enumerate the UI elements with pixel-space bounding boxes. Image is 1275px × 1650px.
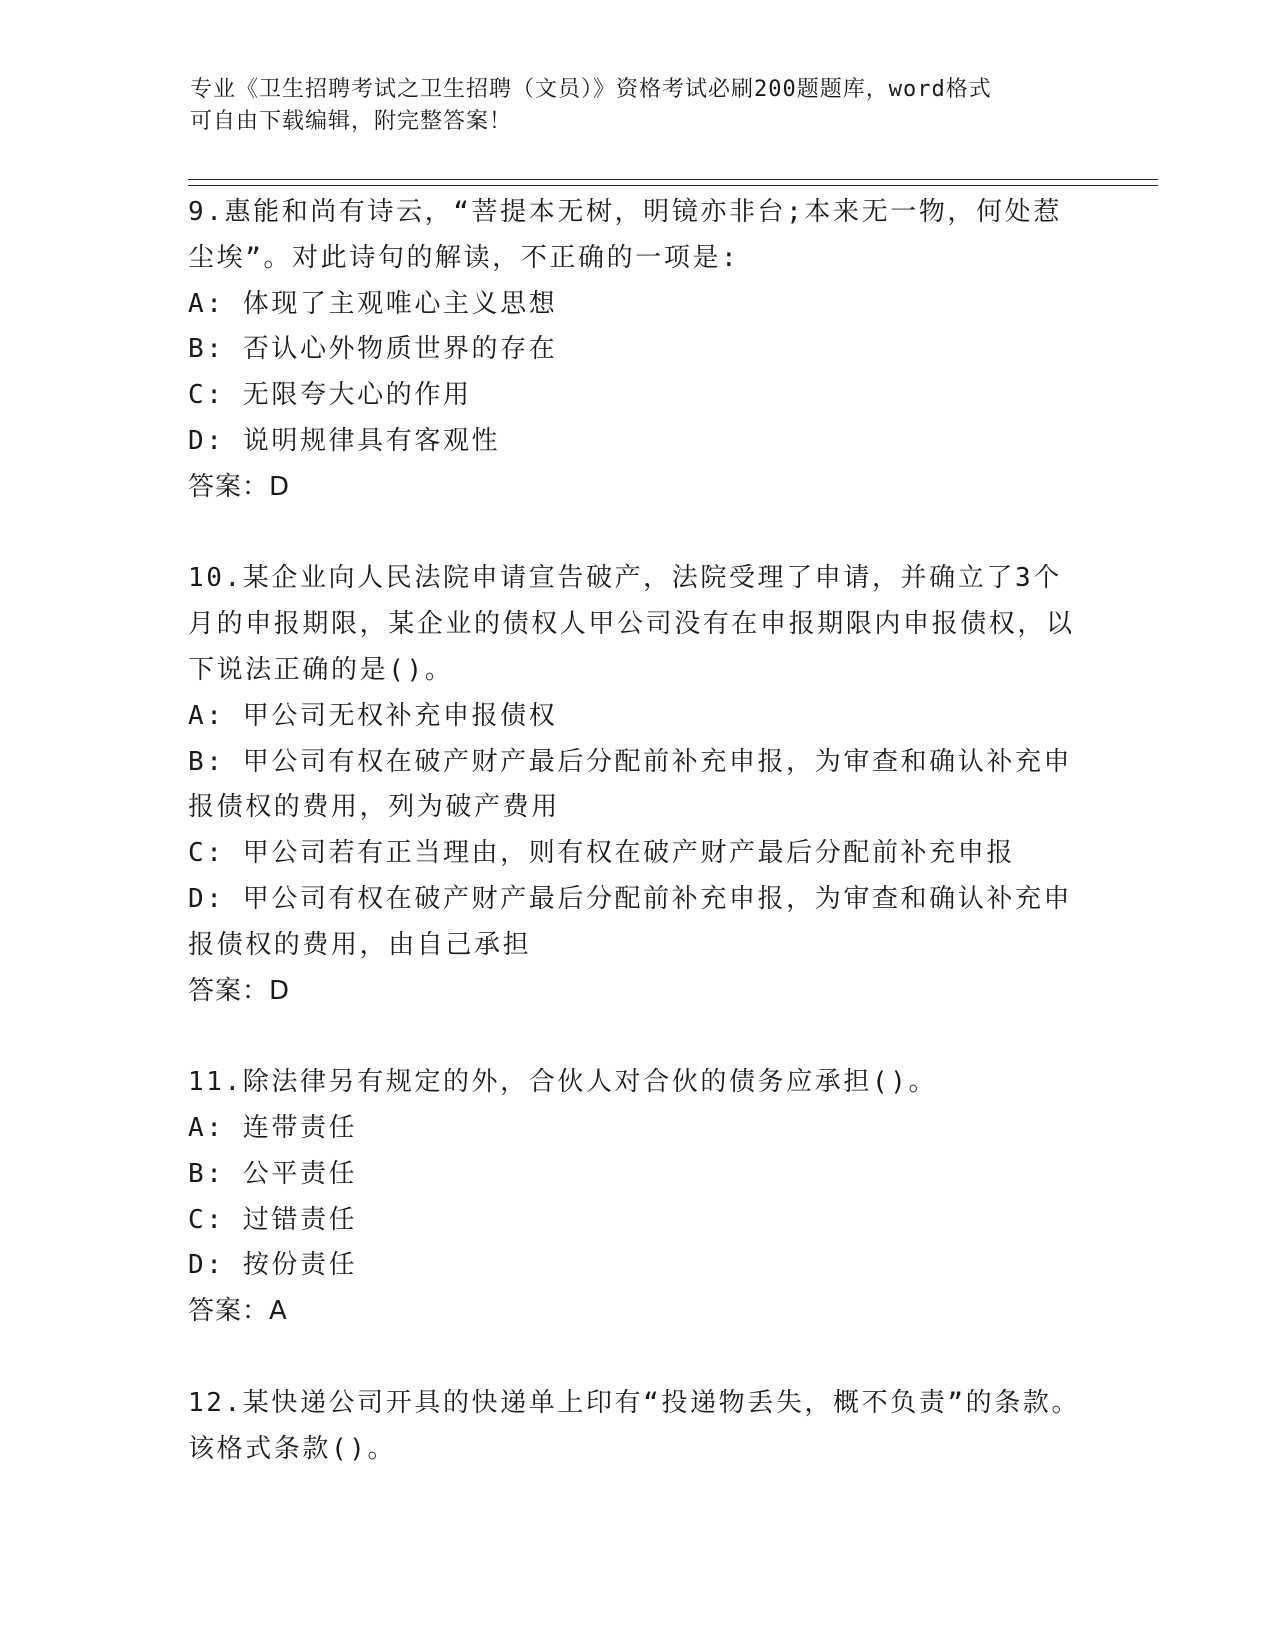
question-stem: 10.某企业向人民法院申请宣告破产，法院受理了申请，并确立了3个月的申报期限，某企业的债权人甲公司没有在申报期限内申报债权，以下说法正确的是()。 bbox=[188, 563, 1075, 685]
question-11 bbox=[188, 1060, 1088, 1335]
option-d: D: 甲公司有权在破产财产最后分配前补充申报，为审查和确认补充申报债权的费用，由自己承担 bbox=[188, 883, 1073, 960]
header-divider-top bbox=[188, 179, 1158, 180]
option-c: C: 过错责任 bbox=[188, 1204, 358, 1235]
question-stem: 11.除法律另有规定的外，合伙人对合伙的债务应承担()。 bbox=[188, 1067, 938, 1098]
option-b: B: 公平责任 bbox=[188, 1158, 358, 1189]
question-stem: 9.惠能和尚有诗云，“菩提本无树，明镜亦非台;本来无一物，何处惹尘埃”。对此诗句的解读，不正确的一项是: bbox=[188, 197, 1062, 273]
option-a: A: 甲公司无权补充申报债权 bbox=[188, 700, 558, 731]
header-line-1: 专业《卫生招聘考试之卫生招聘（文员）》资格考试必刷200题题库，word格式 bbox=[190, 77, 992, 102]
option-d: D: 按份责任 bbox=[188, 1250, 358, 1281]
option-a: A: 连带责任 bbox=[188, 1112, 358, 1143]
question-10 bbox=[188, 556, 1088, 1014]
header-line-2: 可自由下载编辑，附完整答案！ bbox=[190, 109, 513, 134]
option-c: C: 无限夸大心的作用 bbox=[188, 380, 472, 411]
option-b: B: 甲公司有权在破产财产最后分配前补充申报，为审查和确认补充申报债权的费用，列为破产费用 bbox=[188, 746, 1073, 823]
answer-line: 答案：D bbox=[188, 471, 291, 502]
header-divider-bottom bbox=[188, 185, 1158, 186]
question-12 bbox=[188, 1381, 1088, 1473]
option-c: C: 甲公司若有正当理由，则有权在破产财产最后分配前补充申报 bbox=[188, 838, 1015, 869]
option-a: A: 体现了主观唯心主义思想 bbox=[188, 288, 558, 319]
document-header bbox=[190, 74, 1070, 138]
question-list bbox=[188, 190, 1088, 1472]
option-b: B: 否认心外物质世界的存在 bbox=[188, 334, 558, 365]
answer-line: 答案：A bbox=[188, 1296, 288, 1327]
answer-line: 答案：D bbox=[188, 975, 291, 1006]
option-d: D: 说明规律具有客观性 bbox=[188, 425, 501, 456]
question-stem: 12.某快递公司开具的快递单上印有“投递物丢失，概不负责”的条款。该格式条款()。 bbox=[188, 1387, 1081, 1464]
question-9 bbox=[188, 190, 1088, 511]
